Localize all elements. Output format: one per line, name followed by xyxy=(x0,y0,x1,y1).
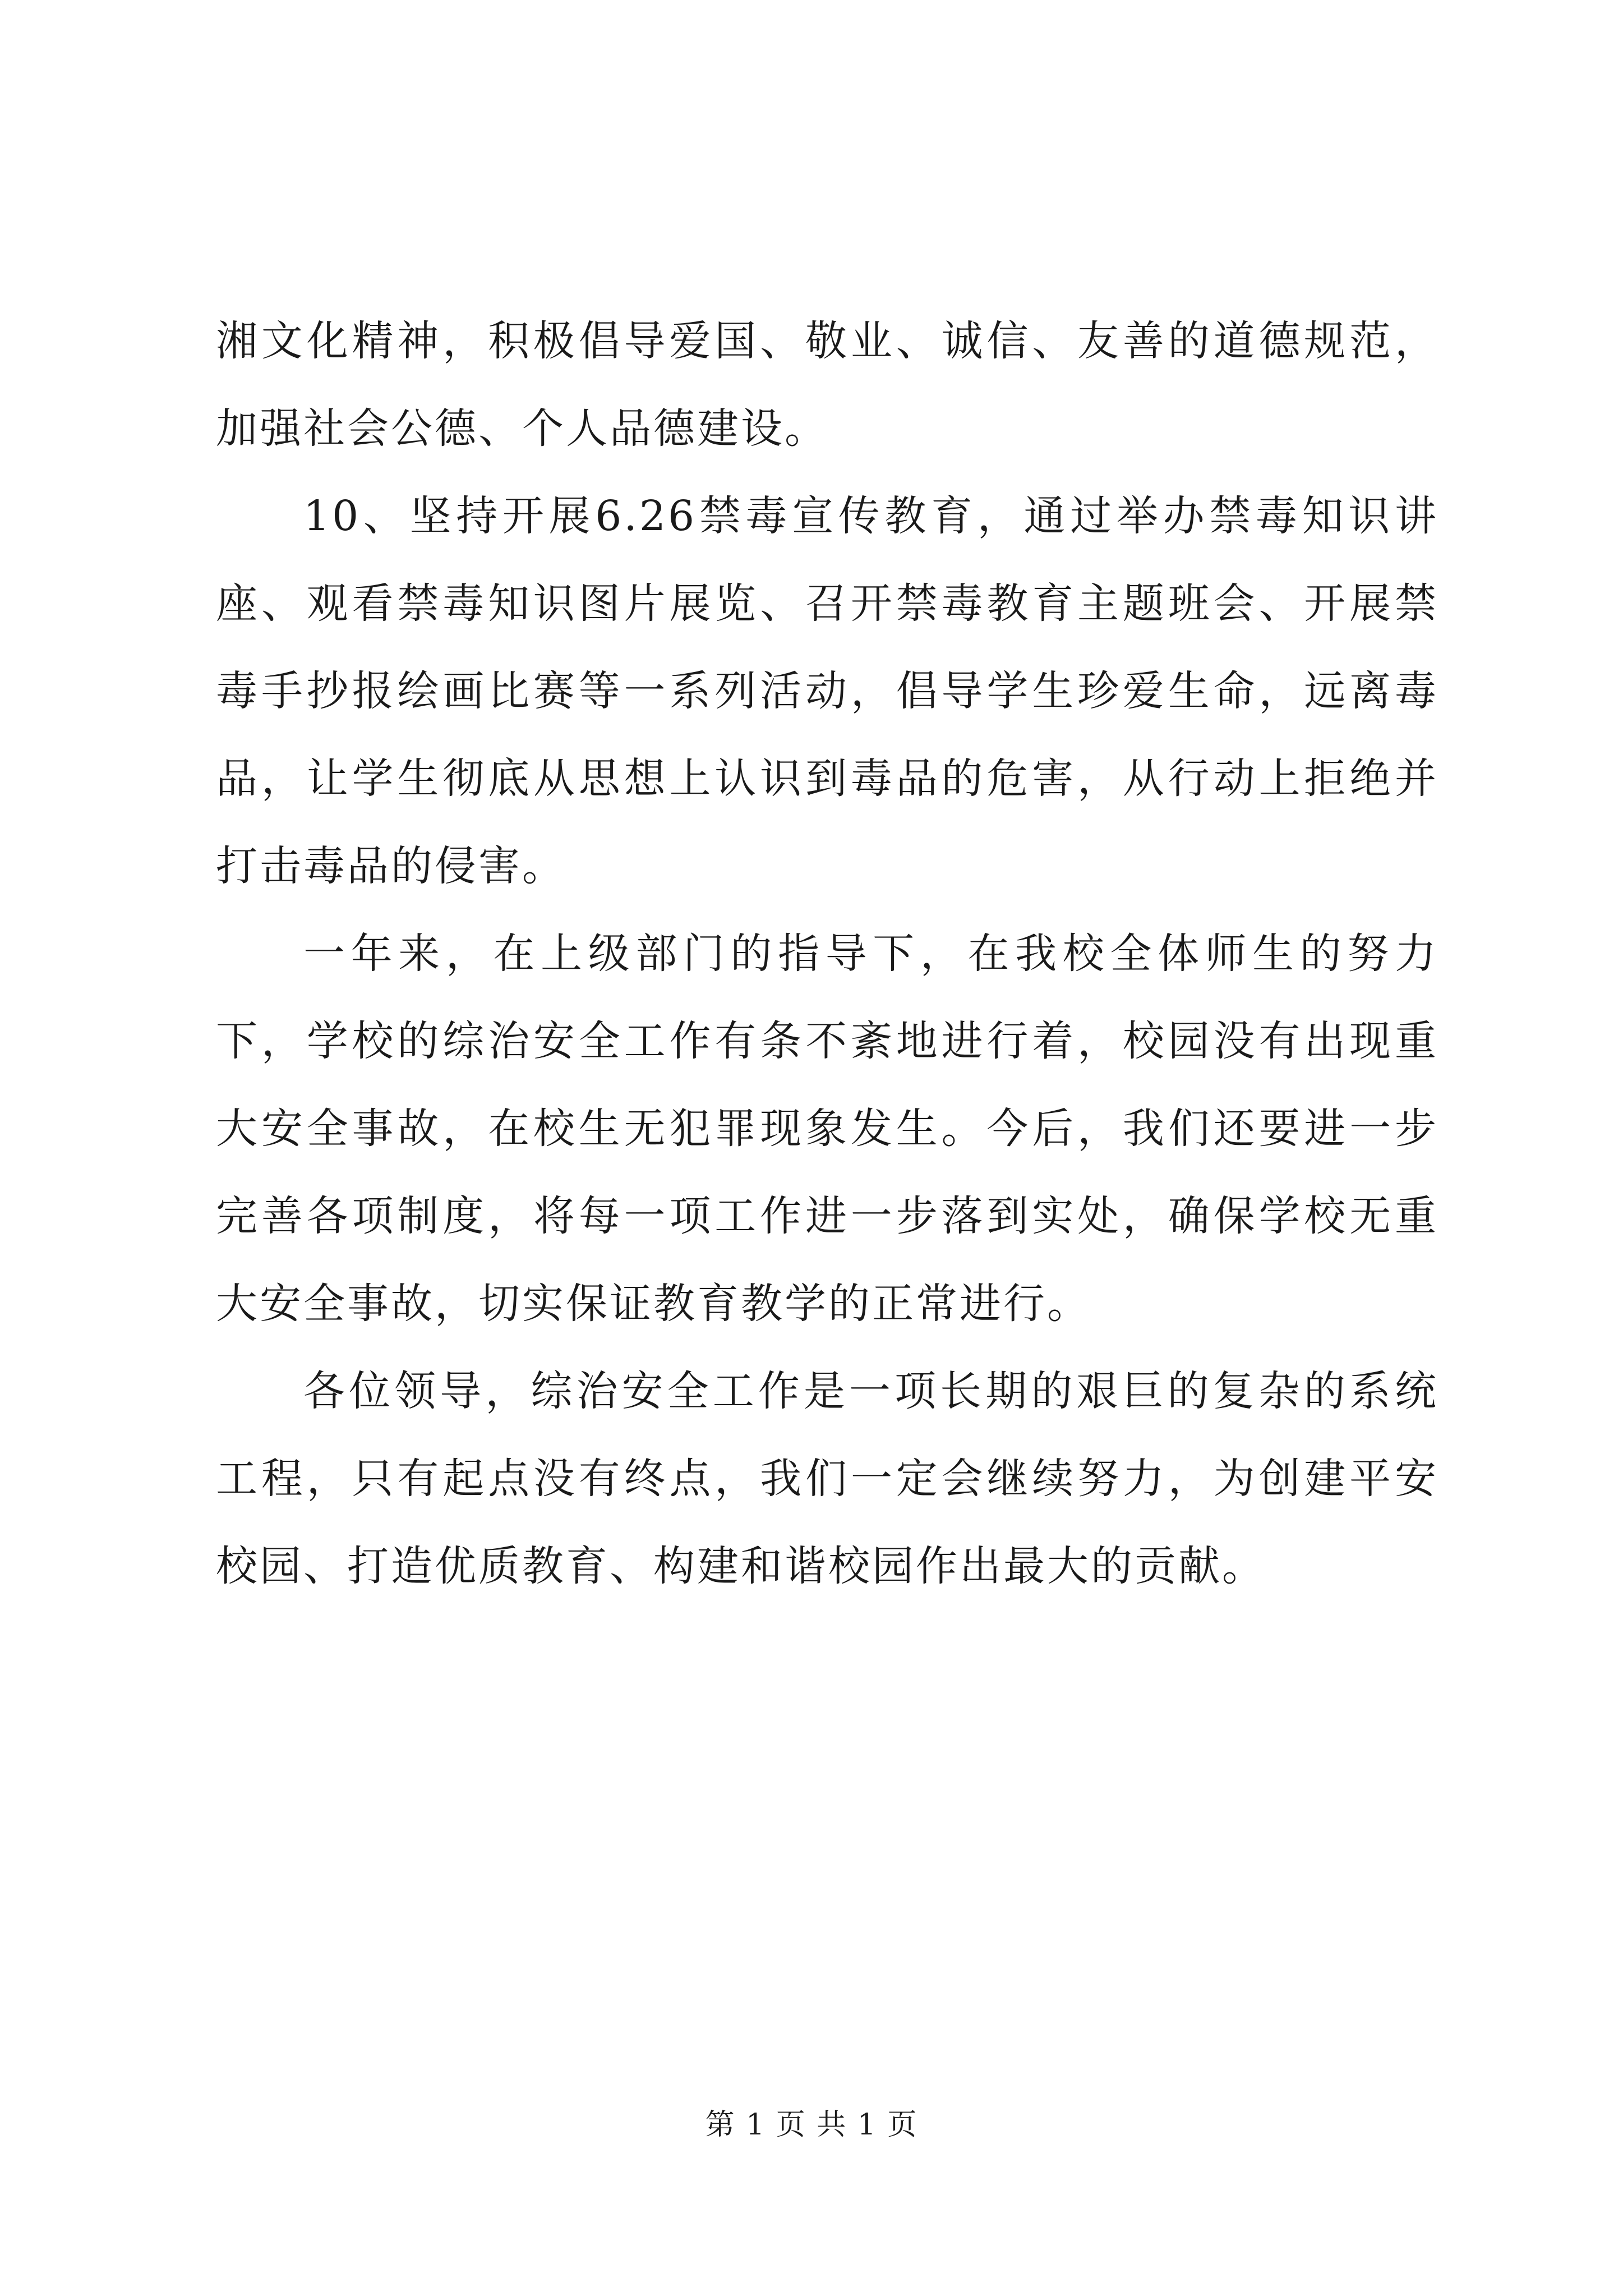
paragraph-year-summary: 一年来，在上级部门的指导下，在我校全体师生的努力下，学校的综治安全工作有条不紊地进行着，校园没有出现重大安全事故，在校生无犯罪现象发生。今后，我们还要进一步完善各项制度，将每一项工作进一步落到实处，确保学校无重大安全事故，切实保证教育教学的正常进行。 xyxy=(216,930,1438,1328)
page-footer: 第 1 页 共 1 页 xyxy=(705,2108,918,2142)
document-body xyxy=(216,297,1438,1610)
paragraph-anti-drug: 10、坚持开展6.26禁毒宣传教育，通过举办禁毒知识讲座、观看禁毒知识图片展览、召开禁毒教育主题班会、开展禁毒手抄报绘画比赛等一系列活动，倡导学生珍爱生命，远离毒品，让学生彻底从思想上认识到毒品的危害，从行动上拒绝并打击毒品的侵害。 xyxy=(216,492,1438,890)
paragraph-closing: 各位领导，综治安全工作是一项长期的艰巨的复杂的系统工程，只有起点没有终点，我们一定会继续努力，为创建平安校园、打造优质教育、构建和谐校园作出最大的贡献。 xyxy=(216,1367,1438,1590)
paragraph-continuation: 湘文化精神，积极倡导爱国、敬业、诚信、友善的道德规范，加强社会公德、个人品德建设。 xyxy=(216,317,1438,453)
